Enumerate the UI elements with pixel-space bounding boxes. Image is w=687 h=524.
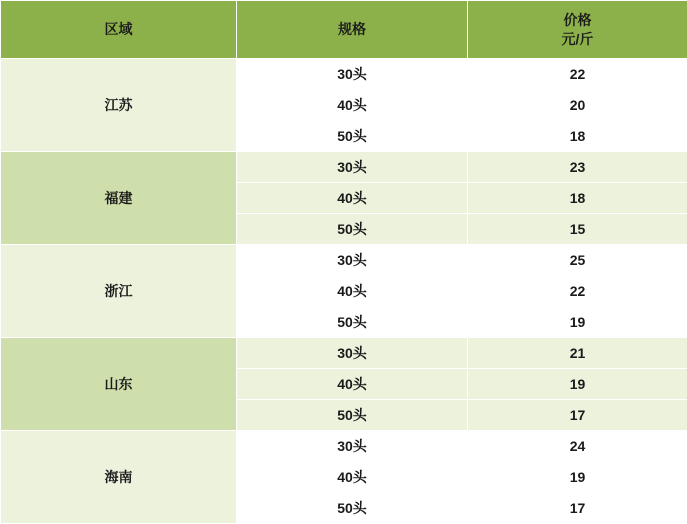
price-cell: 18: [468, 121, 687, 152]
spec-cell: 30头: [237, 152, 468, 183]
price-cell: 19: [468, 307, 687, 338]
header-spec: 规格: [237, 1, 468, 59]
table-row: [1, 59, 687, 90]
header-region: 区域: [1, 1, 237, 59]
spec-cell: 40头: [237, 462, 468, 493]
spec-cell: 40头: [237, 90, 468, 121]
price-cell: 19: [468, 462, 687, 493]
table-row: [1, 245, 687, 276]
header-price: [468, 1, 687, 59]
price-cell: 25: [468, 245, 687, 276]
price-cell: 17: [468, 400, 687, 431]
spec-cell: 30头: [237, 338, 468, 369]
price-cell: 15: [468, 214, 687, 245]
region-cell: 福建: [1, 152, 237, 245]
price-cell: 22: [468, 59, 687, 90]
region-cell: 江苏: [1, 59, 237, 152]
price-cell: 19: [468, 369, 687, 400]
spec-cell: 30头: [237, 245, 468, 276]
price-cell: 23: [468, 152, 687, 183]
price-cell: 20: [468, 90, 687, 121]
price-cell: 17: [468, 493, 687, 524]
price-cell: 21: [468, 338, 687, 369]
region-cell: 浙江: [1, 245, 237, 338]
table-header: [1, 1, 687, 59]
table-row: [1, 338, 687, 369]
price-cell: 24: [468, 431, 687, 462]
header-price-line2: 元/斤: [468, 30, 687, 49]
spec-cell: 40头: [237, 276, 468, 307]
header-price-line1: 价格: [468, 11, 687, 30]
region-cell: 山东: [1, 338, 237, 431]
spec-cell: 30头: [237, 59, 468, 90]
header-row: [1, 1, 687, 59]
spec-cell: 40头: [237, 183, 468, 214]
spec-cell: 40头: [237, 369, 468, 400]
spec-cell: 50头: [237, 214, 468, 245]
table-row: [1, 152, 687, 183]
spec-cell: 50头: [237, 400, 468, 431]
spec-cell: 30头: [237, 431, 468, 462]
table-row: [1, 431, 687, 462]
table-body: [1, 59, 687, 524]
price-cell: 18: [468, 183, 687, 214]
spec-cell: 50头: [237, 493, 468, 524]
spec-cell: 50头: [237, 121, 468, 152]
spec-cell: 50头: [237, 307, 468, 338]
price-cell: 22: [468, 276, 687, 307]
region-cell: 海南: [1, 431, 237, 524]
